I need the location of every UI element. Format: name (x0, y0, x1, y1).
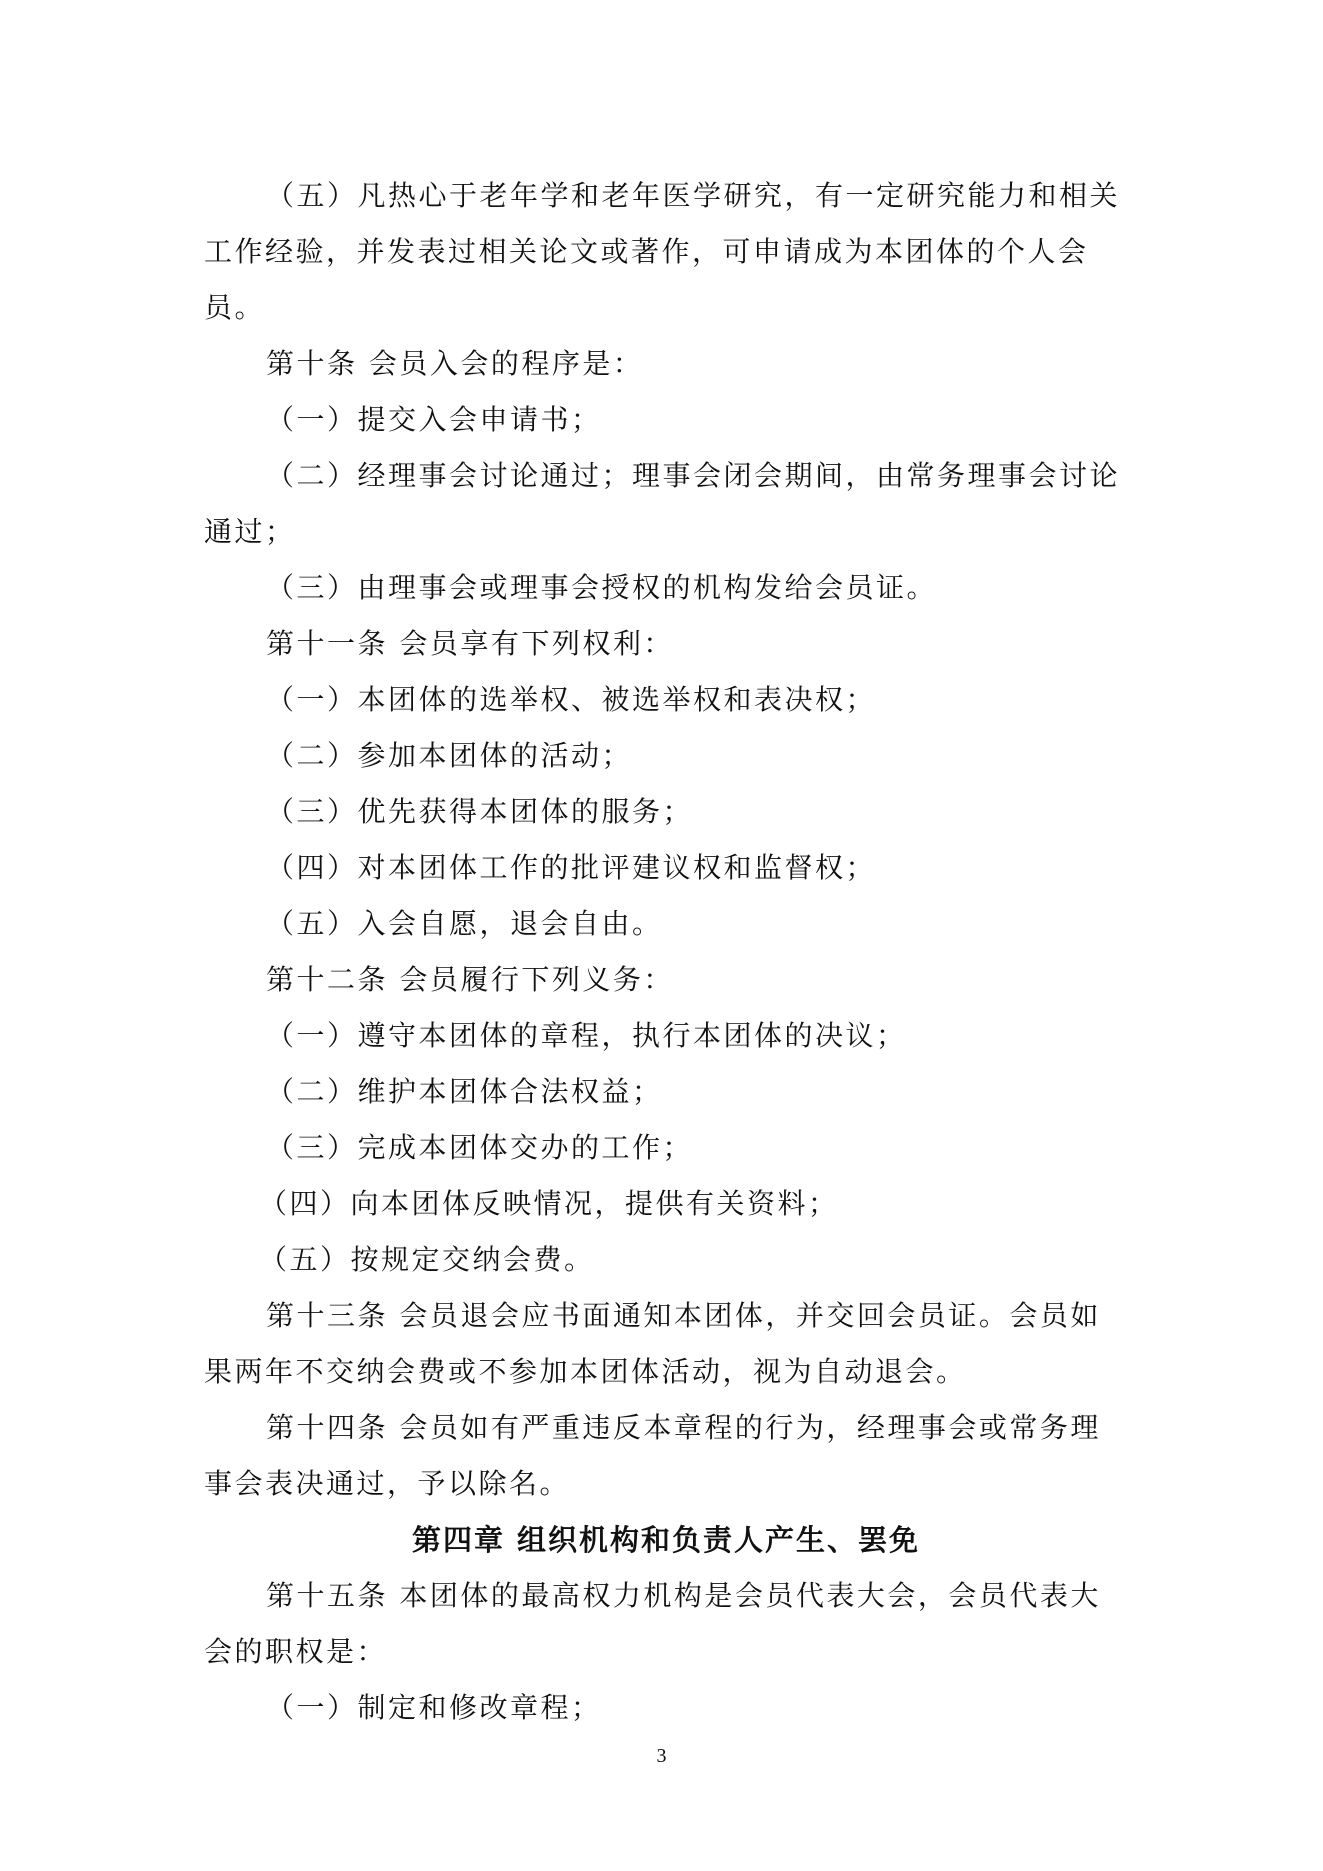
document-body (204, 168, 1128, 1736)
paragraph-article12-item3: （三）完成本团体交办的工作； (266, 1131, 694, 1164)
paragraph-article11-item1: （一）本团体的选举权、被选举权和表决权； (266, 683, 877, 716)
paragraph-article11-item5: （五）入会自愿，退会自由。 (266, 907, 663, 940)
paragraph-article11-item2: （二）参加本团体的活动； (266, 739, 633, 772)
page-number: 3 (656, 1745, 667, 1767)
paragraph-article12-item2: （二）维护本团体合法权益； (266, 1075, 663, 1108)
paragraph-article9-item5: （五）凡热心于老年学和老年医学研究，有一定研究能力和相关工作经验，并发表过相关论文或著作，可申请成为本团体的个人会员。 (204, 179, 1121, 324)
paragraph-article12: 第十二条 会员履行下列义务： (266, 963, 674, 996)
paragraph-article13: 第十三条 会员退会应书面通知本团体，并交回会员证。会员如果两年不交纳会费或不参加本团体活动，视为自动退会。 (204, 1299, 1101, 1388)
paragraph-article15: 第十五条 本团体的最高权力机构是会员代表大会，会员代表大会的职权是： (204, 1579, 1101, 1668)
paragraph-article10-item2: （二）经理事会讨论通过；理事会闭会期间，由常务理事会讨论通过； (204, 459, 1121, 548)
paragraph-article14: 第十四条 会员如有严重违反本章程的行为，经理事会或常务理事会表决通过，予以除名。 (204, 1411, 1101, 1500)
chapter-heading: 第四章 组织机构和负责人产生、罢免 (411, 1523, 921, 1557)
paragraph-article10-item1: （一）提交入会申请书； (266, 403, 602, 436)
paragraph-article15-item1: （一）制定和修改章程； (266, 1691, 602, 1724)
paragraph-article11-item4: （四）对本团体工作的批评建议权和监督权； (266, 851, 877, 884)
paragraph-article11: 第十一条 会员享有下列权利： (266, 627, 674, 660)
paragraph-article11-item3: （三）优先获得本团体的服务； (266, 795, 694, 828)
paragraph-article12-item1: （一）遵守本团体的章程，执行本团体的决议； (266, 1019, 907, 1052)
paragraph-article12-item5: （五）按规定交纳会费。 (259, 1243, 595, 1276)
paragraph-article12-item4: （四）向本团体反映情况，提供有关资料； (259, 1187, 839, 1220)
paragraph-article10: 第十条 会员入会的程序是： (266, 347, 644, 380)
paragraph-article10-item3: （三）由理事会或理事会授权的机构发给会员证。 (266, 571, 938, 604)
